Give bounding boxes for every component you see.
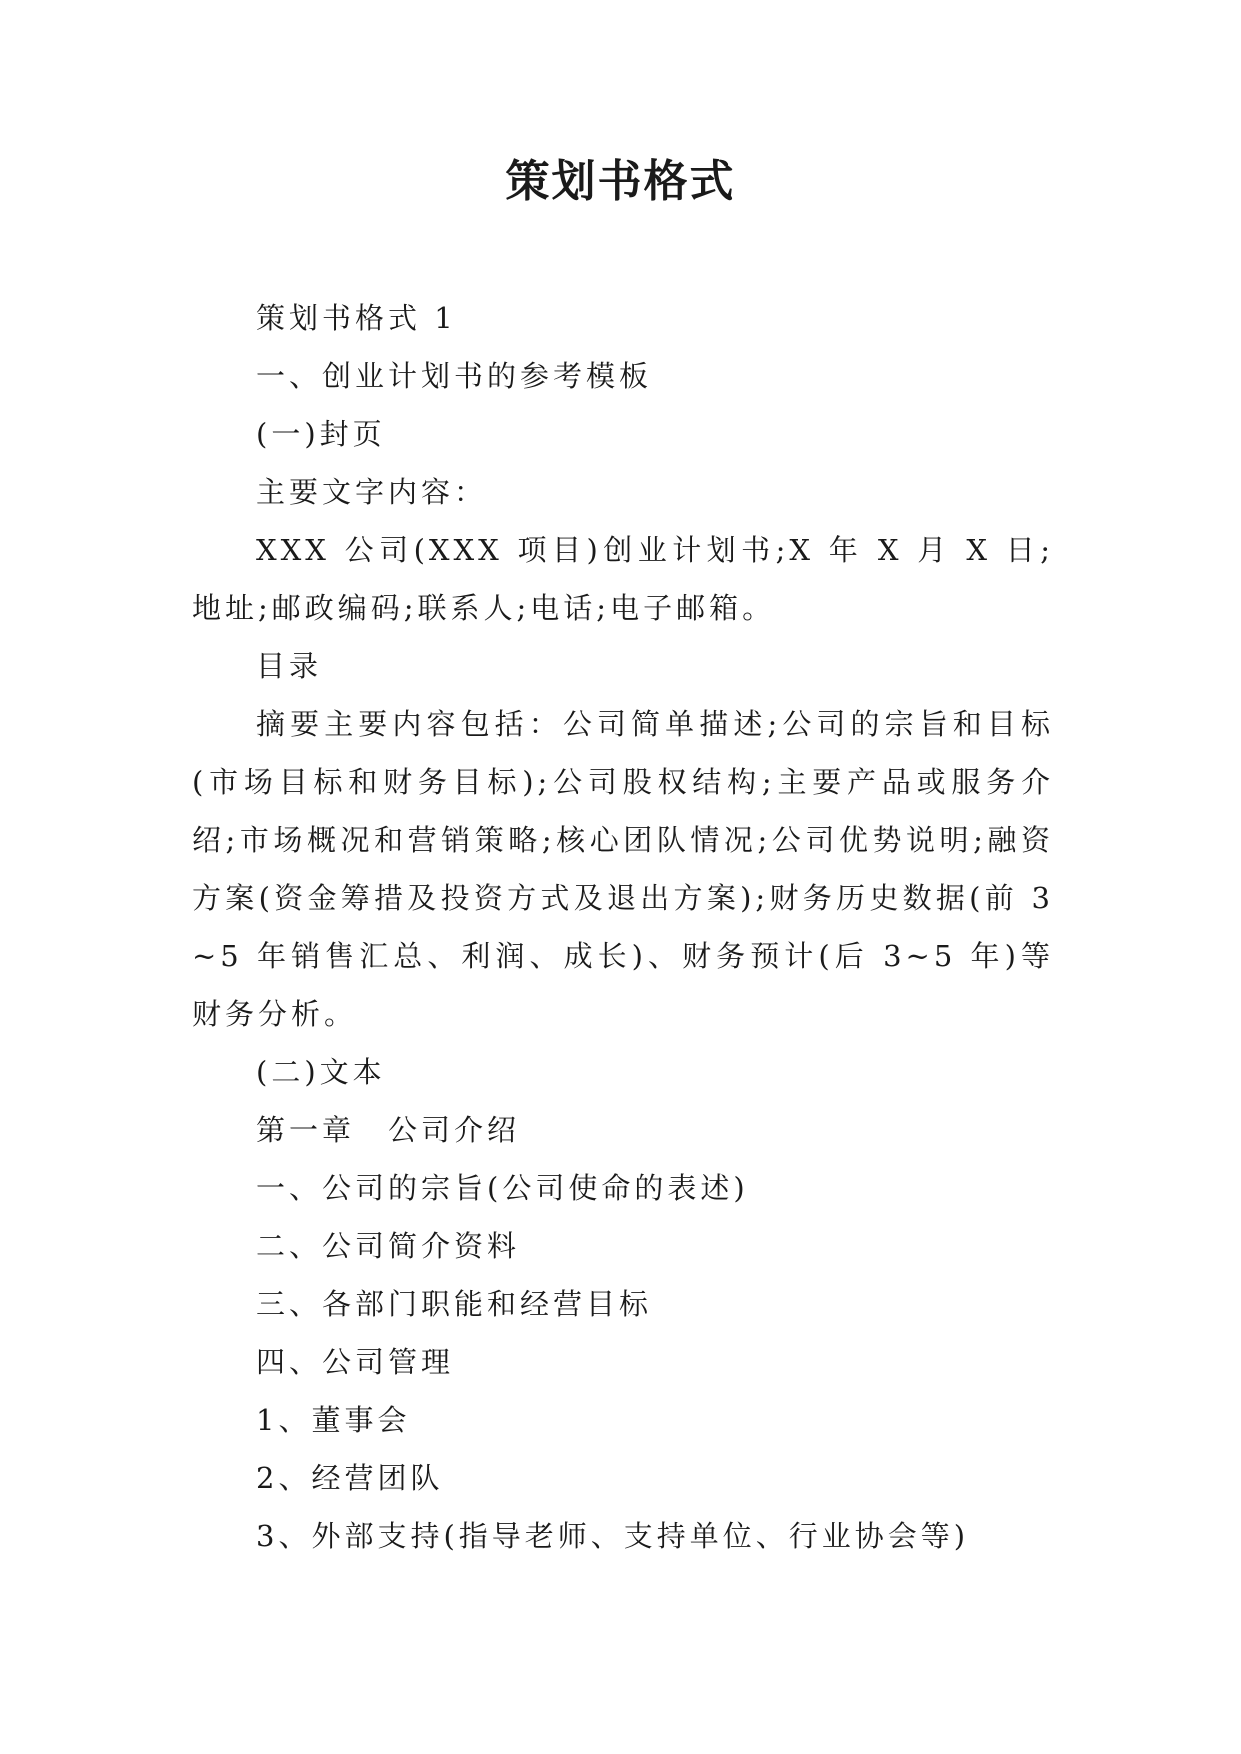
paragraph-cover: (一)封页 xyxy=(256,417,386,451)
document-body xyxy=(192,289,1054,1565)
paragraph-cover-content: XXX 公司(XXX 项目)创业计划书;X 年 X 月 X 日;地址;邮政编码;联系人;电话;电子邮箱。 xyxy=(192,533,1054,625)
list-item: 二、公司简介资料 xyxy=(256,1229,521,1263)
paragraph-chapter-one: 第一章 公司介绍 xyxy=(256,1113,521,1147)
list-item: 3、外部支持(指导老师、支持单位、行业协会等) xyxy=(256,1519,970,1553)
paragraph-contents: 目录 xyxy=(256,649,323,683)
list-item: 一、公司的宗旨(公司使命的表述) xyxy=(256,1171,749,1205)
paragraph-section-heading: 策划书格式 1 xyxy=(256,301,457,335)
list-item: 三、各部门职能和经营目标 xyxy=(256,1287,653,1321)
paragraph-summary: 摘要主要内容包括：公司简单描述;公司的宗旨和目标(市场目标和财务目标);公司股权结构;主要产品或服务介绍;市场概况和营销策略;核心团队情况;公司优势说明;融资方案(资金筹措及投资方式及退出方案);财务历史数据(前 3~5 年销售汇总、利润、成长)、财务预计(后 3~5 年)等财务分析。 xyxy=(192,707,1054,1031)
document-title: 策划书格式 xyxy=(505,156,736,207)
paragraph-text-section: (二)文本 xyxy=(256,1055,386,1089)
paragraph-main-text-label: 主要文字内容： xyxy=(256,475,488,509)
list-item: 1、董事会 xyxy=(256,1403,411,1437)
paragraph-heading-template: 一、创业计划书的参考模板 xyxy=(256,359,653,393)
list-item: 四、公司管理 xyxy=(256,1345,455,1379)
list-item: 2、经营团队 xyxy=(256,1461,444,1495)
